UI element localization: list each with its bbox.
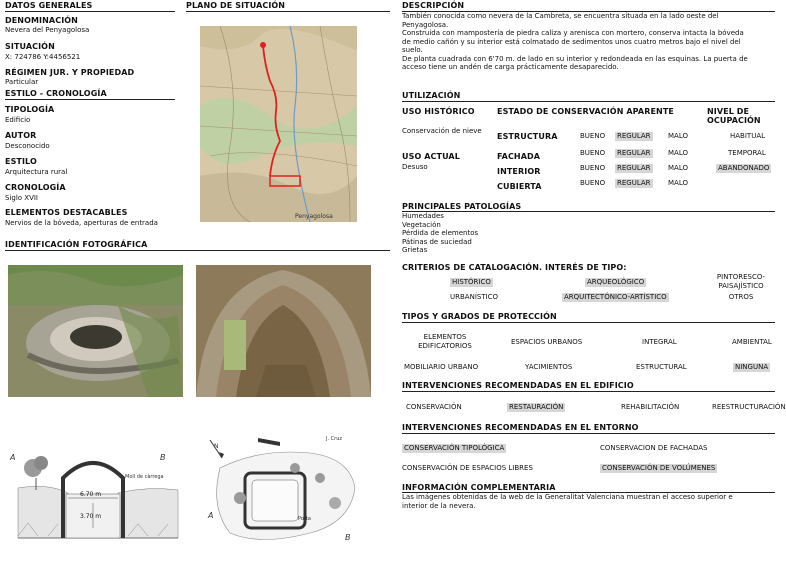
patologia-item: Pátinas de suciedad <box>402 237 472 246</box>
tipo-option: YACIMIENTOS <box>525 363 573 371</box>
descripcion-heading: DESCRIPCIÓN <box>402 1 465 10</box>
entorno-option: CONSERVACION DE FACHADAS <box>600 444 708 452</box>
location-map <box>200 26 357 222</box>
patologias-heading: PRINCIPALES PATOLOGÍAS <box>402 202 522 211</box>
photo-exterior <box>8 265 183 397</box>
estado-option: BUENO <box>580 164 606 172</box>
estado-option: MALO <box>668 179 688 187</box>
uso-actual-label: USO ACTUAL <box>402 152 460 161</box>
descripcion-line: suelo. <box>402 46 423 54</box>
cronologia-label: CRONOLOGÍA <box>5 183 66 192</box>
intervenciones-edificio-heading: INTERVENCIONES RECOMENDADAS EN EL EDIFICIO <box>402 381 634 390</box>
estilo-cronologia-heading: ESTILO - CRONOLOGÍA <box>5 89 107 98</box>
descripcion-line: acceso tiene un andén de carga prácticamente desaparecido. <box>402 63 619 71</box>
divider <box>5 250 390 251</box>
uso-historico-label: USO HISTÓRICO <box>402 107 475 116</box>
north-label: N <box>214 443 219 450</box>
entorno-option: CONSERVACIÓN DE ESPACIOS LIBRES <box>402 464 533 472</box>
elementos-value: Nervios de la bóveda, aperturas de entrada <box>5 219 158 227</box>
estado-row-label: ESTRUCTURA <box>497 132 558 141</box>
map-place-label: Penyagolosa <box>295 213 333 220</box>
author-label: J. Cruz <box>326 436 342 442</box>
criterio-option: URBANÍSTICO <box>450 293 499 301</box>
estado-option: MALO <box>668 132 688 140</box>
intervenciones-entorno-heading: INTERVENCIONES RECOMENDADAS EN EL ENTORNO <box>402 423 639 432</box>
identificacion-heading: IDENTIFICACIÓN FOTOGRÁFICA <box>5 240 148 249</box>
info-line: interior de la nevera. <box>402 501 476 510</box>
criterio-selected: ARQUITECTÓNICO-ARTÍSTICO <box>564 293 667 301</box>
ocupacion-option-selected: ABANDONADO <box>718 164 770 172</box>
tipologia-label: TIPOLOGÍA <box>5 105 55 114</box>
ocupacion-option: TEMPORAL <box>728 149 766 157</box>
plan-label-b: B <box>345 533 351 542</box>
edificio-option-selected: RESTAURACIÓN <box>509 403 564 411</box>
info-text <box>402 493 733 510</box>
dim-depth: 3.70 m <box>80 513 102 520</box>
ocupacion-label: OCUPACIÓN <box>707 116 761 125</box>
descripcion-line: Penyagolosa. <box>402 20 449 29</box>
tipo-option-selected: NINGUNA <box>735 363 769 371</box>
cronologia-value: Siglo XVII <box>5 194 38 202</box>
estado-option: MALO <box>668 164 688 172</box>
patologia-item: Vegetación <box>402 220 441 229</box>
criterio-selected: ARQUEOLÓGICO <box>587 278 645 286</box>
regimen-value: Particular <box>5 78 39 86</box>
photo-interior <box>196 265 371 397</box>
tipo-option: ESPACIOS URBANOS <box>511 338 583 346</box>
tipo-option: EDIFICATORIOS <box>418 342 472 350</box>
situacion-label: SITUACIÓN <box>5 42 55 51</box>
divider <box>5 11 175 12</box>
estado-row-label: FACHADA <box>497 152 541 161</box>
estado-option: BUENO <box>580 132 606 140</box>
uso-historico-value: Conservación de nieve <box>402 127 482 135</box>
estado-option: BUENO <box>580 179 606 187</box>
divider <box>5 99 175 100</box>
criterio-selected: HISTÓRICO <box>452 278 491 286</box>
moll-label: Moll de càrrega <box>125 474 164 480</box>
edificio-option: REHABILITACIÓN <box>621 403 680 411</box>
descripcion-line: También conocida como nevera de la Cambreta, se encuentra situada en la lado oeste del <box>402 12 719 20</box>
patologias-list <box>402 212 478 255</box>
estado-option-selected: REGULAR <box>617 132 651 140</box>
denominacion-value: Nevera del Penyagolosa <box>5 26 90 34</box>
patologia-item: Humedades <box>402 212 444 220</box>
plano-heading: PLANO DE SITUACIÓN <box>186 1 286 10</box>
estado-option: BUENO <box>580 149 606 157</box>
plan-label-a: A <box>208 511 214 520</box>
regimen-label: RÉGIMEN JUR. Y PROPIEDAD <box>5 68 135 77</box>
ocupacion-label: NIVEL DE <box>707 107 750 116</box>
entorno-option-selected: CONSERVACIÓN TIPOLÓGICA <box>404 444 505 452</box>
autor-value: Desconocido <box>5 142 50 150</box>
uso-actual-value: Desuso <box>402 163 428 171</box>
estado-option-selected: REGULAR <box>617 164 651 172</box>
patologia-item: Grietas <box>402 246 428 254</box>
utilizacion-heading: UTILIZACIÓN <box>402 91 461 100</box>
patologia-item: Pérdida de elementos <box>402 229 479 237</box>
porta-label: Porta <box>298 516 311 522</box>
tipo-option: INTEGRAL <box>642 338 677 346</box>
ocupacion-option: HABITUAL <box>730 132 766 140</box>
datos-generales-heading: DATOS GENERALES <box>5 1 93 10</box>
divider <box>402 391 775 392</box>
tipo-option: AMBIENTAL <box>732 338 772 346</box>
autor-label: AUTOR <box>5 131 37 140</box>
divider <box>402 322 775 323</box>
divider <box>402 101 775 102</box>
situacion-value: X: 724786 Y:4456521 <box>5 53 81 61</box>
estado-row-label: INTERIOR <box>497 167 541 176</box>
dim-width: 6.70 m <box>80 491 102 498</box>
divider <box>402 433 775 434</box>
denominacion-label: DENOMINACIÓN <box>5 16 78 25</box>
section-drawing <box>8 428 183 548</box>
descripcion-line: Construida con mampostería de piedra caliza y arenisca con mortero, conserva intacta la bóveda <box>402 29 744 37</box>
info-heading: INFORMACIÓN COMPLEMENTARIA <box>402 483 556 492</box>
estilo-value: Arquitectura rural <box>5 168 68 176</box>
tipo-option: ELEMENTOS <box>423 333 467 341</box>
estado-row-label: CUBIERTA <box>497 182 542 191</box>
entorno-option-selected: CONSERVACIÓN DE VOLÚMENES <box>602 464 716 472</box>
criterios-heading: CRITERIOS DE CATALOGACIÓN. INTERÉS DE TIPO: <box>402 263 627 272</box>
tipo-option: ESTRUCTURAL <box>636 363 687 371</box>
section-label-a: A <box>10 453 16 462</box>
criterio-option: PINTORESCO- <box>716 273 766 281</box>
estado-label: ESTADO DE CONSERVACIÓN APARENTE <box>497 107 674 116</box>
edificio-option: CONSERVACIÓN <box>406 403 462 411</box>
info-line: Las imágenes obtenidas de la web de la Generalitat Valenciana muestran el acceso superior e <box>402 493 733 501</box>
estilo-label: ESTILO <box>5 157 37 166</box>
criterio-option: OTROS <box>728 293 754 301</box>
estado-option-selected: REGULAR <box>617 179 651 187</box>
tipologia-value: Edificio <box>5 116 31 124</box>
criterio-option: PAISAJÍSTICO <box>718 282 764 290</box>
divider <box>186 11 390 12</box>
estado-option-selected: REGULAR <box>617 149 651 157</box>
edificio-option: REESTRUCTURACIÓN <box>712 403 786 411</box>
plan-drawing <box>200 428 360 550</box>
elementos-label: ELEMENTOS DESTACABLES <box>5 208 128 217</box>
tipos-heading: TIPOS Y GRADOS DE PROTECCIÓN <box>402 312 557 321</box>
section-label-b: B <box>160 453 166 462</box>
estado-option: MALO <box>668 149 688 157</box>
descripcion-text <box>402 12 748 72</box>
descripcion-line: de medio cañón y su interior está colmatado de sedimentos unos cuatro metros bajo el nivel del <box>402 37 741 46</box>
tipo-option: MOBILIARIO URBANO <box>404 363 479 371</box>
descripcion-line: De planta cuadrada con 6'70 m. de lado en su interior y redondeada en las esquinas. La puerta de <box>402 54 748 63</box>
